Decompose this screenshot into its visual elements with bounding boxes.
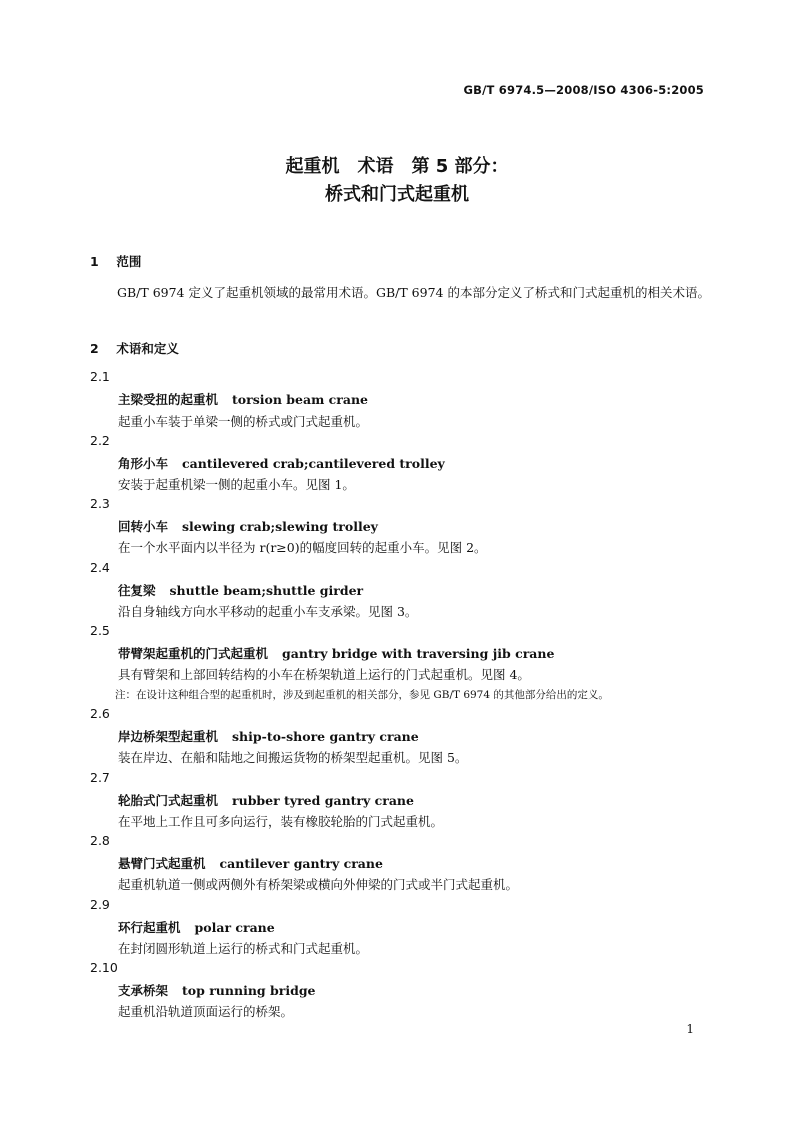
term-zh: 带臂架起重机的门式起重机 (118, 646, 269, 661)
term-entry (118, 454, 445, 472)
term-entry (118, 918, 275, 936)
term-definition: 装在岸边、在船和陆地之间搬运货物的桥架型起重机。见图 5。 (118, 750, 468, 765)
term-definition: 安装于起重机梁一侧的起重小车。见图 1。 (118, 477, 355, 492)
term-zh: 支承桥架 (118, 983, 169, 998)
term-entry (118, 981, 316, 999)
term-entry (118, 517, 378, 535)
term-entry (118, 727, 419, 745)
term-definition: 具有臂架和上部回转结构的小车在桥架轨道上运行的门式起重机。见图 4。 (118, 667, 530, 682)
term-number: 2.8 (90, 833, 110, 848)
term-en: rubber tyred gantry crane (232, 793, 414, 808)
document-header: GB/T 6974.5—2008/ISO 4306-5:2005 (463, 83, 704, 97)
term-definition: 起重机轨道一侧或两侧外有桥架梁或横向外伸梁的门式或半门式起重机。 (118, 877, 519, 892)
term-en: torsion beam crane (232, 392, 368, 407)
term-entry (118, 581, 363, 599)
scope-paragraph: GB/T 6974 定义了起重机领域的最常用术语。GB/T 6974 的本部分定义了桥式和门式起重机的相关术语。 (117, 285, 710, 300)
term-zh: 往复梁 (118, 583, 156, 598)
document-title-line-2: 桥式和门式起重机 (325, 184, 469, 205)
term-number: 2.9 (90, 897, 110, 912)
term-entry (118, 390, 368, 408)
document-title-line-1: 起重机 术语 第 5 部分： (285, 156, 509, 177)
term-en: top running bridge (182, 983, 316, 998)
term-en: ship-to-shore gantry crane (232, 729, 419, 744)
term-zh: 回转小车 (118, 519, 169, 534)
section-1-heading (90, 252, 141, 270)
section-number: 1 (90, 254, 99, 269)
term-en: polar crane (194, 920, 275, 935)
section-title: 范围 (116, 254, 142, 269)
term-number: 2.10 (90, 960, 118, 975)
term-zh: 角形小车 (118, 456, 169, 471)
term-zh: 悬臂门式起重机 (118, 856, 206, 871)
term-en: gantry bridge with traversing jib crane (282, 646, 555, 661)
term-entry (118, 854, 383, 872)
term-entry (118, 644, 554, 662)
term-en: cantilevered crab;cantilevered trolley (182, 456, 445, 471)
term-zh: 环行起重机 (118, 920, 181, 935)
term-zh: 轮胎式门式起重机 (118, 793, 219, 808)
term-definition: 在封闭圆形轨道上运行的桥式和门式起重机。 (118, 941, 369, 956)
term-definition: 起重机沿轨道顶面运行的桥架。 (118, 1004, 294, 1019)
term-definition: 在平地上工作且可多向运行，装有橡胶轮胎的门式起重机。 (118, 814, 444, 829)
term-number: 2.6 (90, 706, 110, 721)
term-en: cantilever gantry crane (219, 856, 383, 871)
section-title: 术语和定义 (116, 341, 179, 356)
term-en: slewing crab;slewing trolley (182, 519, 378, 534)
term-number: 2.3 (90, 496, 110, 511)
term-definition: 沿自身轴线方向水平移动的起重小车支承梁。见图 3。 (118, 604, 418, 619)
page-number: 1 (686, 1022, 694, 1036)
term-number: 2.7 (90, 770, 110, 785)
term-number: 2.5 (90, 623, 110, 638)
term-number: 2.4 (90, 560, 110, 575)
term-number: 2.1 (90, 369, 110, 384)
term-definition: 起重小车装于单梁一侧的桥式或门式起重机。 (118, 414, 369, 429)
section-number: 2 (90, 341, 99, 356)
term-zh: 岸边桥架型起重机 (118, 729, 219, 744)
term-note: 注：在设计这种组合型的起重机时，涉及到起重机的相关部分，参见 GB/T 6974 的其他部分给出的定义。 (115, 689, 609, 701)
term-definition: 在一个水平面内以半径为 r(r≥0)的幅度回转的起重小车。见图 2。 (118, 540, 487, 555)
term-number: 2.2 (90, 433, 110, 448)
term-en: shuttle beam;shuttle girder (169, 583, 364, 598)
section-2-heading (90, 339, 179, 357)
term-entry (118, 791, 414, 809)
term-zh: 主梁受扭的起重机 (118, 392, 219, 407)
